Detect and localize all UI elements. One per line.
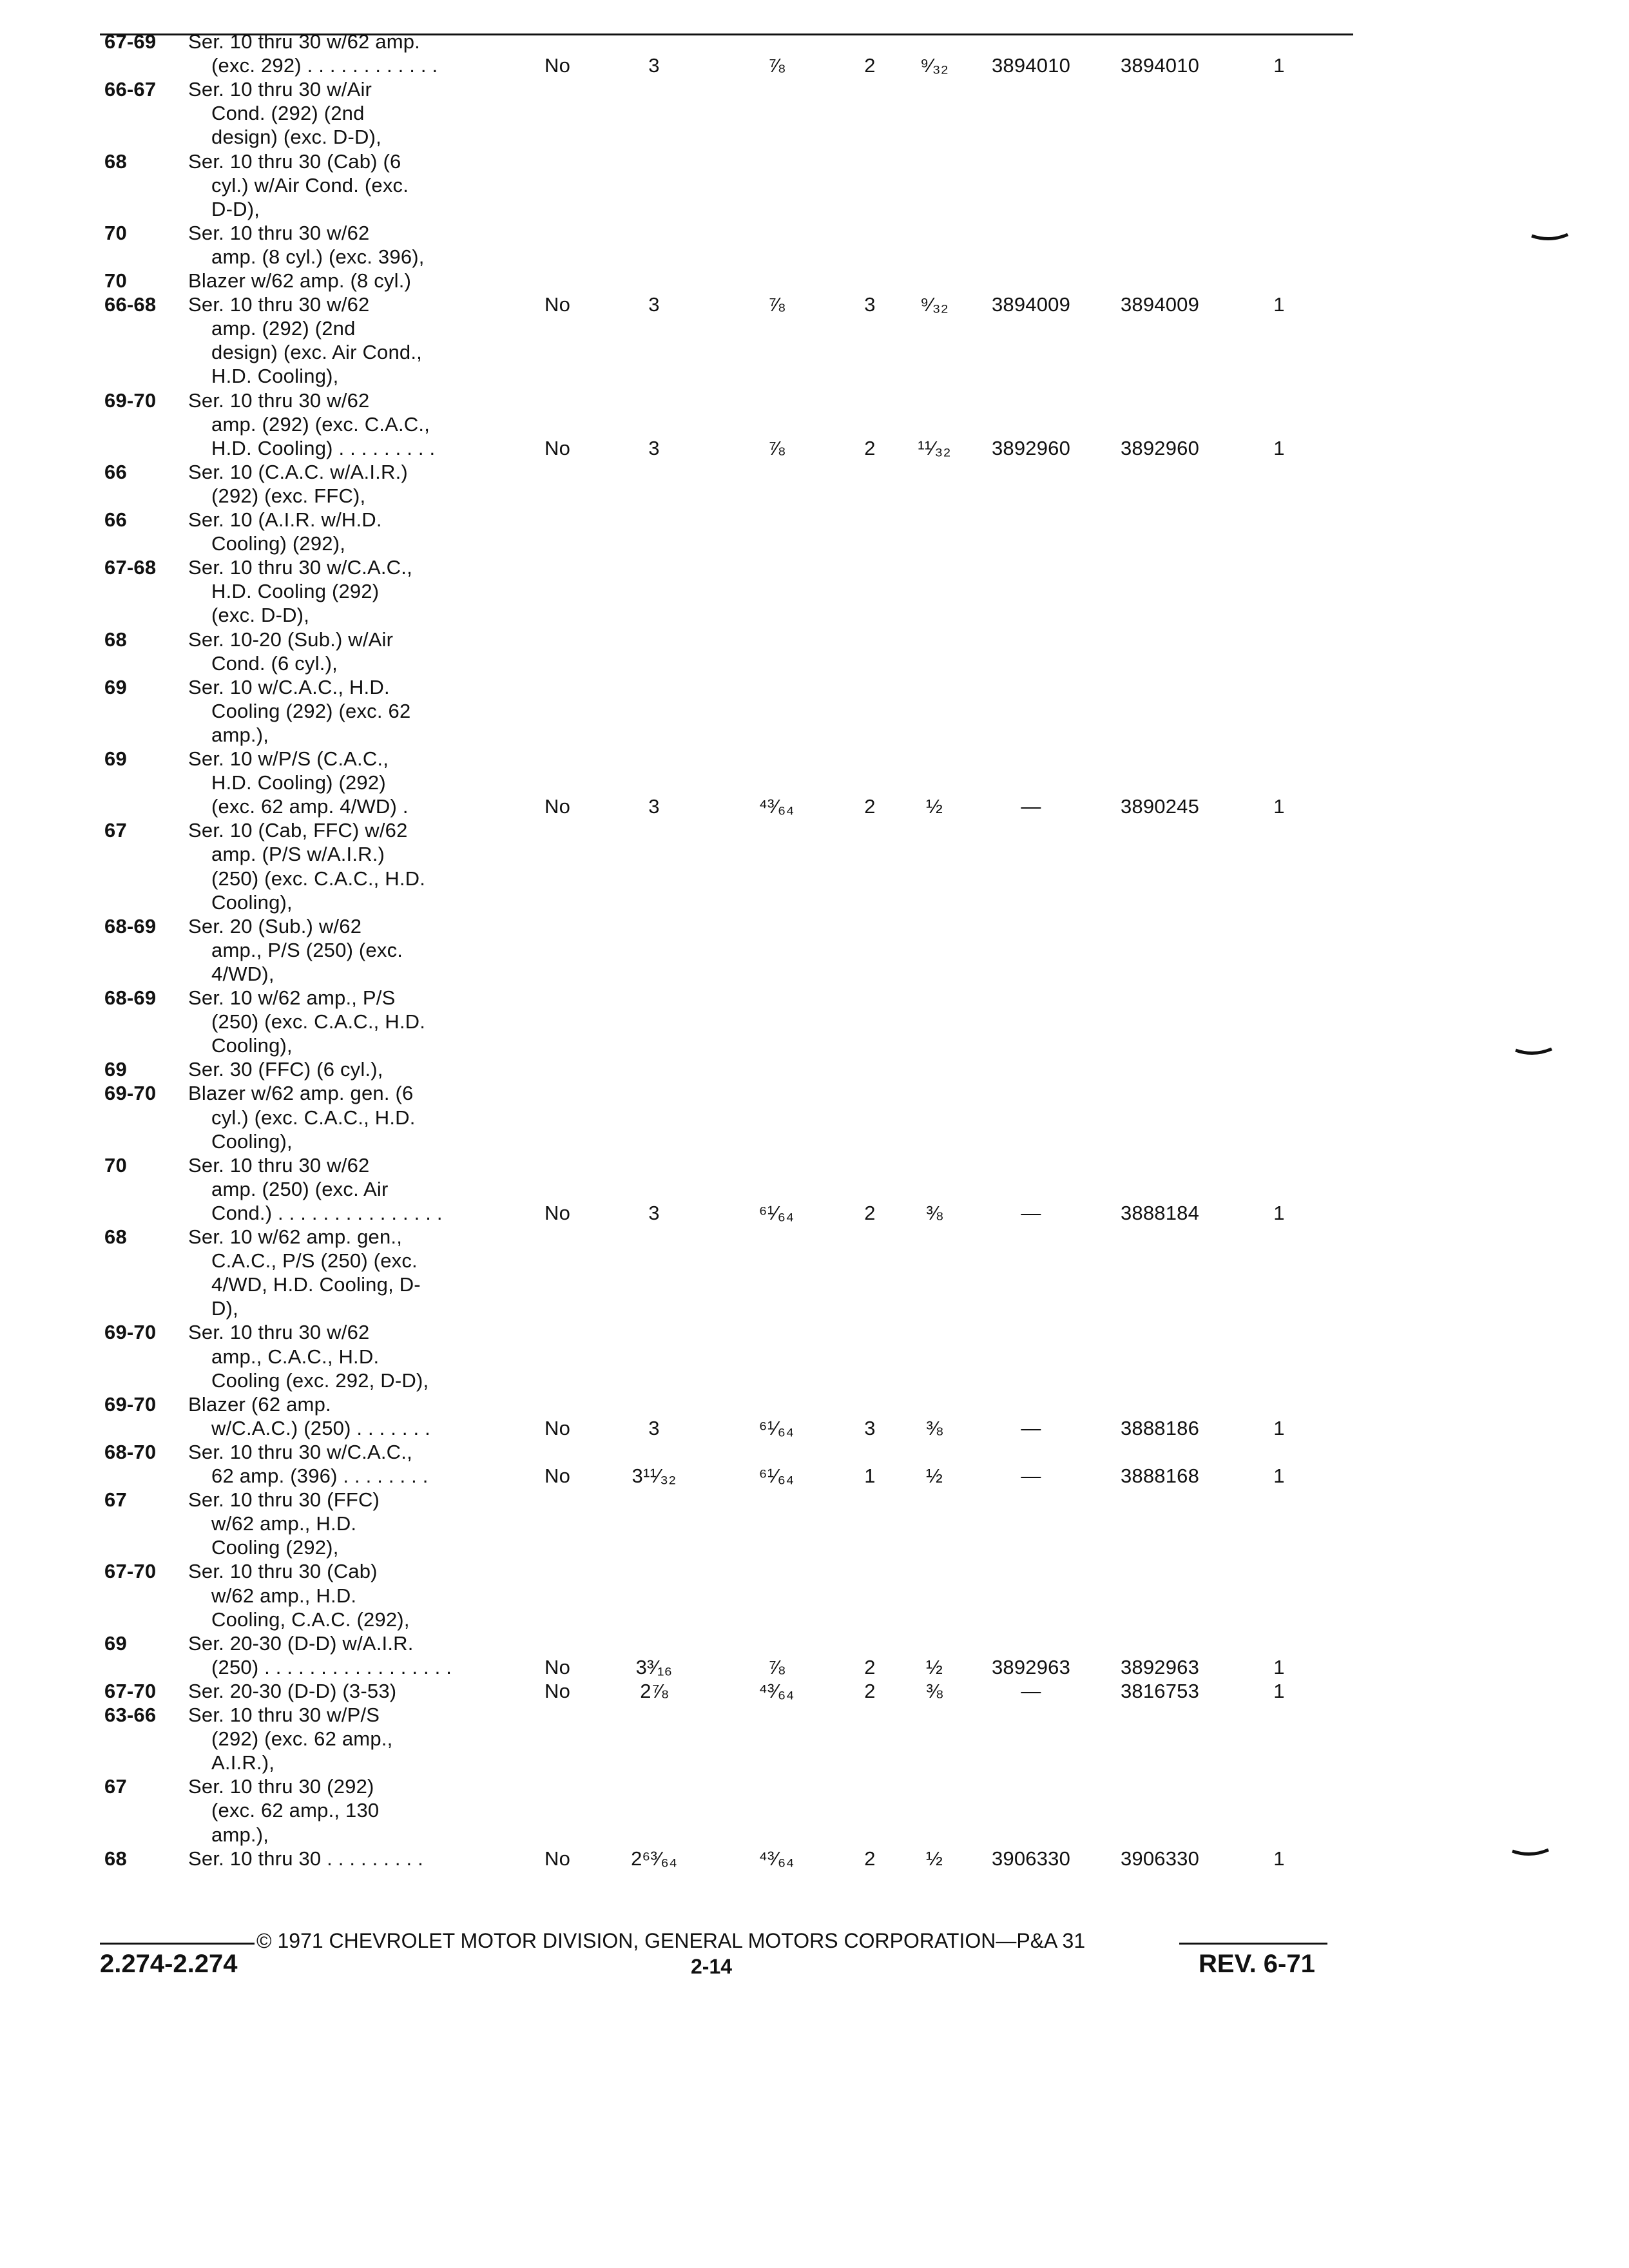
application-text: (exc. 62 amp. 4/WD) .	[211, 795, 409, 818]
application-text: D),	[211, 1297, 238, 1320]
spec-c5: ⁹⁄₃₂	[920, 54, 949, 77]
spec-c4: 2	[864, 1201, 876, 1224]
model-years: 68	[104, 1225, 127, 1248]
spec-c1: No	[544, 795, 571, 818]
application-text: Ser. 10 thru 30 (Cab) (6	[188, 149, 401, 173]
application-text: (292) (exc. 62 amp.,	[211, 1727, 393, 1751]
spec-c5: ½	[925, 1465, 943, 1487]
application-text: amp.),	[211, 1823, 269, 1846]
model-years: 68	[104, 1847, 127, 1870]
application-text: (250) (exc. C.A.C., H.D.	[211, 867, 426, 890]
spec-c2: 3	[648, 795, 660, 818]
spec-c4: 2	[864, 795, 876, 818]
application-text: Cooling, C.A.C. (292),	[211, 1608, 410, 1631]
application-text: Ser. 10 thru 30 w/C.A.C.,	[188, 1440, 412, 1463]
spec-c7: 3894010	[1120, 54, 1200, 77]
application-text: Ser. 20-30 (D-D) w/A.I.R.	[188, 1631, 414, 1655]
spec-c4: 2	[864, 436, 876, 459]
application-text: Ser. 10 (C.A.C. w/A.I.R.)	[188, 460, 408, 483]
application-text: Ser. 10 thru 30 (292)	[188, 1775, 374, 1798]
spec-c5: ¹¹⁄₃₂	[918, 436, 951, 459]
application-text: H.D. Cooling),	[211, 365, 339, 388]
spec-c3: ⁶¹⁄₆₄	[758, 1201, 795, 1224]
spec-c2: 3	[648, 1201, 660, 1224]
application-text: design) (exc. D-D),	[211, 126, 381, 149]
margin-tick-mark	[1530, 231, 1569, 246]
model-years: 68-69	[104, 986, 157, 1009]
application-text: Cooling),	[211, 890, 293, 914]
application-text: Cooling (292),	[211, 1536, 339, 1559]
spec-c6: —	[1021, 1465, 1041, 1487]
model-years: 69-70	[104, 1392, 157, 1416]
model-years: 68	[104, 628, 127, 651]
application-text: Ser. 10 thru 30 w/62	[188, 293, 370, 316]
model-years: 67-69	[104, 30, 157, 53]
application-text: Ser. 10 thru 30 w/C.A.C.,	[188, 556, 412, 579]
model-years: 66-67	[104, 78, 157, 101]
footer-rule-left	[100, 1943, 255, 1945]
application-text: Cooling (exc. 292, D-D),	[211, 1369, 429, 1392]
spec-c3: ⁶¹⁄₆₄	[758, 1416, 795, 1439]
spec-c7: 3906330	[1120, 1847, 1200, 1870]
application-text: Ser. 10 w/C.A.C., H.D.	[188, 675, 390, 698]
revision: REV. 6-71	[1199, 1950, 1315, 1978]
spec-c4: 2	[864, 54, 876, 77]
spec-c3: ⅞	[767, 293, 786, 316]
footer-rule-right	[1179, 1943, 1327, 1945]
spec-c3: ⁴³⁄₆₄	[758, 795, 795, 818]
model-years: 69	[104, 747, 127, 770]
application-text: Cooling),	[211, 1129, 293, 1153]
spec-c6: —	[1021, 795, 1041, 818]
spec-c6: 3892963	[991, 1655, 1071, 1678]
application-text: H.D. Cooling) (292)	[211, 771, 386, 794]
application-text: Ser. 10-20 (Sub.) w/Air	[188, 628, 394, 651]
application-text: Ser. 10 w/P/S (C.A.C.,	[188, 747, 389, 770]
model-years: 67	[104, 1775, 127, 1798]
application-text: Ser. 20-30 (D-D) (3-53)	[188, 1679, 397, 1702]
spec-c4: 2	[864, 1679, 876, 1702]
application-text: Ser. 10 w/62 amp. gen.,	[188, 1225, 403, 1248]
spec-c2: 3	[648, 54, 660, 77]
spec-c5: ⅜	[925, 1201, 943, 1224]
spec-c7: 3892960	[1120, 436, 1200, 459]
spec-c8: 1	[1273, 436, 1285, 459]
application-text: H.D. Cooling (292)	[211, 580, 380, 603]
application-text: (exc. D-D),	[211, 604, 310, 627]
spec-c2: 3	[648, 436, 660, 459]
spec-c1: No	[544, 1847, 571, 1870]
application-text: w/62 amp., H.D.	[211, 1584, 357, 1607]
model-years: 66-68	[104, 293, 157, 316]
application-text: Ser. 10 thru 30 (FFC)	[188, 1488, 380, 1512]
spec-c8: 1	[1273, 795, 1285, 818]
model-years: 68-70	[104, 1440, 157, 1463]
footer-copyright: © 1971 CHEVROLET MOTOR DIVISION, GENERAL MOTORS CORPORATION—P&A 31	[256, 1929, 1086, 1952]
section-code: 2.274-2.274	[100, 1950, 238, 1978]
application-text: (250) . . . . . . . . . . . . . . . . .	[211, 1655, 452, 1678]
application-text: D-D),	[211, 197, 260, 220]
application-text: Ser. 10 (Cab, FFC) w/62	[188, 819, 408, 842]
application-text: amp., C.A.C., H.D.	[211, 1345, 380, 1368]
spec-c4: 1	[864, 1465, 876, 1487]
application-text: amp. (292) (2nd	[211, 317, 356, 340]
spec-c1: No	[544, 1201, 571, 1224]
spec-c8: 1	[1273, 54, 1285, 77]
spec-c8: 1	[1273, 1416, 1285, 1439]
spec-c8: 1	[1273, 1679, 1285, 1702]
model-years: 68	[104, 149, 127, 173]
spec-c4: 2	[864, 1655, 876, 1678]
spec-c7: 3888168	[1120, 1465, 1200, 1487]
model-years: 63-66	[104, 1704, 157, 1726]
spec-c4: 3	[864, 293, 876, 316]
application-text: Ser. 10 thru 30 w/62	[188, 1321, 370, 1344]
application-text: (292) (exc. FFC),	[211, 484, 366, 507]
margin-tick-mark	[1511, 1846, 1550, 1861]
model-years: 66	[104, 508, 127, 531]
model-years: 70	[104, 221, 127, 244]
spec-c6: —	[1021, 1201, 1041, 1224]
spec-c6: 3892960	[991, 436, 1071, 459]
spec-c5: ⅜	[925, 1679, 943, 1702]
model-years: 69	[104, 1631, 127, 1655]
page-number: 2-14	[691, 1955, 733, 1978]
application-text: Ser. 10 thru 30 (Cab)	[188, 1560, 378, 1583]
model-years: 69-70	[104, 1321, 157, 1344]
application-text: A.I.R.),	[211, 1751, 275, 1774]
spec-c1: No	[544, 436, 571, 459]
application-text: amp. (250) (exc. Air	[211, 1177, 389, 1200]
spec-c8: 1	[1273, 1847, 1285, 1870]
model-years: 69	[104, 1058, 127, 1081]
application-text: Blazer w/62 amp. (8 cyl.)	[188, 269, 412, 292]
application-text: Ser. 10 thru 30 w/Air	[188, 78, 372, 101]
application-text: Ser. 20 (Sub.) w/62	[188, 914, 362, 937]
application-text: Ser. 10 thru 30 w/62	[188, 1153, 370, 1177]
spec-c2: 3	[648, 293, 660, 316]
spec-c3: ⁶¹⁄₆₄	[758, 1465, 795, 1487]
spec-c1: No	[544, 54, 571, 77]
application-text: design) (exc. Air Cond.,	[211, 341, 423, 364]
spec-c1: No	[544, 293, 571, 316]
margin-tick-mark	[1514, 1045, 1553, 1061]
application-text: amp., P/S (250) (exc.	[211, 938, 403, 961]
application-text: Ser. 10 w/62 amp., P/S	[188, 986, 396, 1009]
model-years: 67-70	[104, 1560, 157, 1583]
model-years: 66	[104, 460, 127, 483]
model-years: 67-70	[104, 1679, 157, 1702]
spec-c7: 3816753	[1120, 1679, 1200, 1702]
spec-c6: —	[1021, 1416, 1041, 1439]
spec-c5: ⁹⁄₃₂	[920, 293, 949, 316]
application-text: (exc. 292) . . . . . . . . . . . .	[211, 54, 438, 77]
application-text: Blazer w/62 amp. gen. (6	[188, 1082, 414, 1105]
application-text: (exc. 62 amp., 130	[211, 1799, 380, 1822]
spec-c2: 3³⁄₁₆	[635, 1655, 673, 1678]
spec-c4: 3	[864, 1416, 876, 1439]
spec-c7: 3890245	[1120, 795, 1200, 818]
application-text: C.A.C., P/S (250) (exc.	[211, 1249, 418, 1273]
spec-c6: 3894010	[991, 54, 1071, 77]
application-text: amp. (8 cyl.) (exc. 396),	[211, 245, 425, 268]
application-text: 4/WD, H.D. Cooling, D-	[211, 1273, 421, 1296]
spec-c5: ½	[925, 1655, 943, 1678]
application-text: Ser. 30 (FFC) (6 cyl.),	[188, 1058, 383, 1081]
spec-c3: ⁴³⁄₆₄	[758, 1679, 795, 1702]
spec-c2: 3¹¹⁄₃₂	[631, 1465, 677, 1487]
application-text: cyl.) w/Air Cond. (exc.	[211, 173, 409, 197]
application-text: Ser. 10 thru 30 w/62 amp.	[188, 30, 420, 53]
application-text: Cooling),	[211, 1034, 293, 1057]
model-years: 70	[104, 269, 127, 292]
spec-c5: ½	[925, 1847, 943, 1870]
application-text: amp.),	[211, 723, 269, 746]
spec-c1: No	[544, 1416, 571, 1439]
spec-c7: 3892963	[1120, 1655, 1200, 1678]
application-text: amp. (292) (exc. C.A.C.,	[211, 412, 430, 436]
spec-c6: 3894009	[991, 293, 1071, 316]
application-text: Cooling) (292),	[211, 532, 346, 555]
spec-c3: ⅞	[767, 436, 786, 459]
application-text: cyl.) (exc. C.A.C., H.D.	[211, 1106, 416, 1129]
spec-c8: 1	[1273, 293, 1285, 316]
model-years: 67	[104, 819, 127, 842]
model-years: 67	[104, 1488, 127, 1512]
model-years: 70	[104, 1153, 127, 1177]
spec-c2: 3	[648, 1416, 660, 1439]
spec-c7: 3894009	[1120, 293, 1200, 316]
spec-c2: 2⅞	[640, 1679, 668, 1702]
application-text: Ser. 10 thru 30 w/62	[188, 389, 370, 412]
spec-c3: ⅞	[767, 1655, 786, 1678]
spec-c5: ⅜	[925, 1416, 943, 1439]
application-text: w/62 amp., H.D.	[211, 1512, 357, 1535]
application-text: (250) (exc. C.A.C., H.D.	[211, 1010, 426, 1033]
spec-c8: 1	[1273, 1465, 1285, 1487]
spec-c2: 2⁶³⁄₆₄	[631, 1847, 677, 1870]
application-text: Ser. 10 thru 30 . . . . . . . . .	[188, 1847, 423, 1870]
spec-c4: 2	[864, 1847, 876, 1870]
application-text: Cond. (292) (2nd	[211, 102, 365, 125]
spec-c1: No	[544, 1655, 571, 1678]
spec-c1: No	[544, 1679, 571, 1702]
model-years: 68-69	[104, 914, 157, 937]
spec-c6: 3906330	[991, 1847, 1071, 1870]
application-text: Ser. 10 (A.I.R. w/H.D.	[188, 508, 382, 531]
application-text: Cond. (6 cyl.),	[211, 651, 338, 675]
application-text: amp. (P/S w/A.I.R.)	[211, 843, 385, 866]
spec-c5: ½	[925, 795, 943, 818]
application-text: Blazer (62 amp.	[188, 1392, 331, 1416]
application-text: 4/WD),	[211, 962, 275, 985]
application-text: w/C.A.C.) (250) . . . . . . .	[211, 1416, 430, 1439]
model-years: 69	[104, 675, 127, 698]
application-text: Ser. 10 thru 30 w/62	[188, 221, 370, 244]
spec-c3: ⁴³⁄₆₄	[758, 1847, 795, 1870]
spec-c1: No	[544, 1465, 571, 1487]
model-years: 69-70	[104, 389, 157, 412]
model-years: 67-68	[104, 556, 157, 579]
spec-c7: 3888184	[1120, 1201, 1200, 1224]
application-text: Cooling (292) (exc. 62	[211, 699, 411, 722]
application-text: 62 amp. (396) . . . . . . . .	[211, 1465, 429, 1487]
application-text: Ser. 10 thru 30 w/P/S	[188, 1704, 380, 1726]
spec-c8: 1	[1273, 1655, 1285, 1678]
spec-c7: 3888186	[1120, 1416, 1200, 1439]
spec-c8: 1	[1273, 1201, 1285, 1224]
application-text: H.D. Cooling) . . . . . . . . .	[211, 436, 436, 459]
spec-c6: —	[1021, 1679, 1041, 1702]
application-text: Cond.) . . . . . . . . . . . . . . .	[211, 1201, 443, 1224]
spec-c3: ⅞	[767, 54, 786, 77]
model-years: 69-70	[104, 1082, 157, 1105]
